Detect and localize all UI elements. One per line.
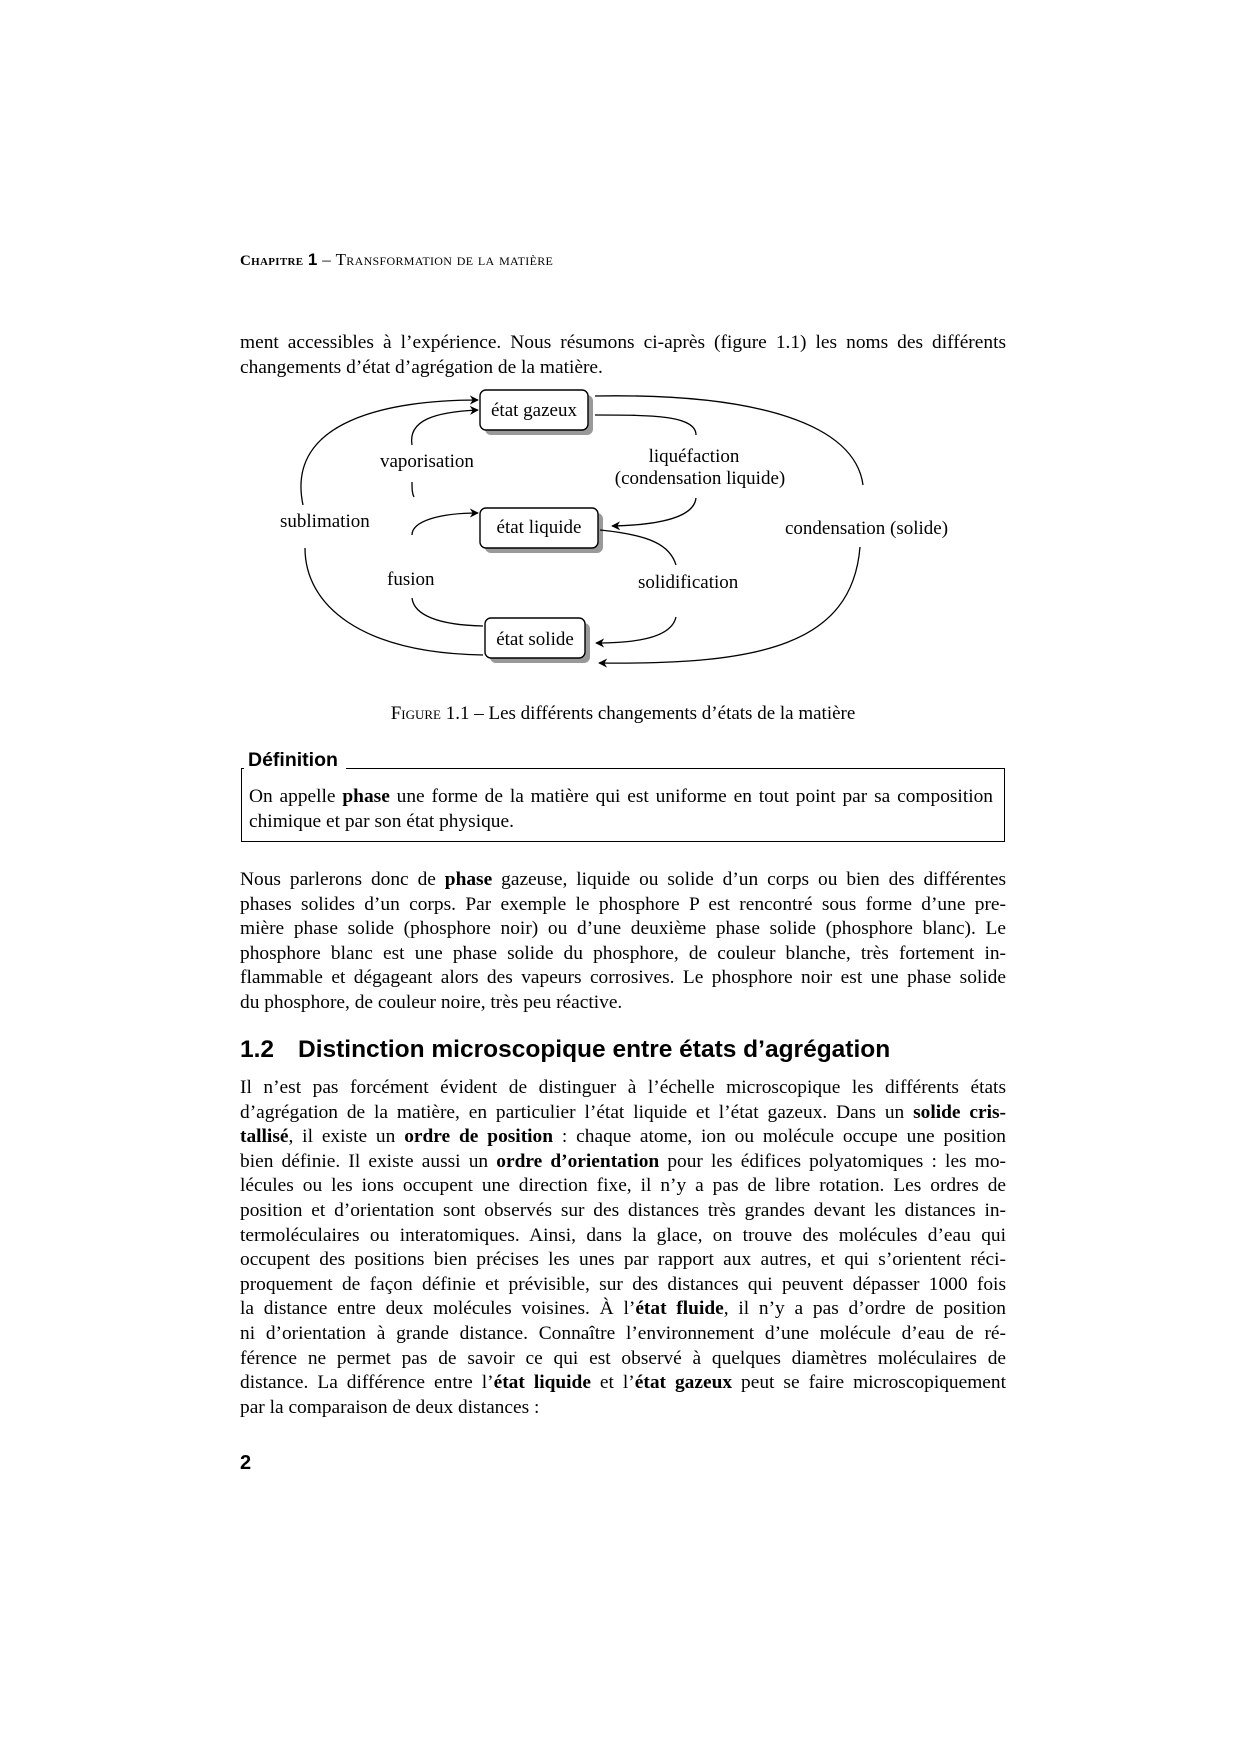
definition-title: Définition [244, 749, 346, 772]
paragraph-line: férence ne permet pas de savoir ce qui est observé à quelques diamètres moléculaires de [240, 1347, 1006, 1369]
liquefaction-arrow-top [595, 415, 696, 435]
state-solid-label: état solide [496, 629, 574, 650]
paragraph-line: proquement de façon définie et prévisible, sur des distances qui peuvent dépasser 1000 fois [240, 1273, 1006, 1295]
figure-caption [240, 703, 1006, 725]
section-number: 1.2 [240, 1036, 275, 1063]
label-solidification: solidification [638, 572, 739, 593]
chapter-title: Transformation de la matière [335, 250, 554, 269]
page-number: 2 [240, 1452, 252, 1474]
vaporisation-arrow [412, 410, 478, 445]
paragraph-line: flammable et dégageant alors des vapeurs corrosives. Le phosphore noir est une phase solide [240, 967, 1006, 989]
paragraph-line: Il n’est pas forcément évident de distinguer à l’échelle microscopique les différents états [240, 1077, 1006, 1098]
paragraph-line: position et d’orientation sont observés sur des distances très grandes devant les distances in- [240, 1199, 1006, 1221]
paragraph-line: d’agrégation de la matière, en particulier l’état liquide et l’état gazeux. Dans un solide cris- [240, 1101, 1007, 1123]
section-heading [240, 1036, 890, 1064]
solidification-arrow-top [600, 530, 676, 565]
section-title: Distinction microscopique entre états d’agrégation [298, 1036, 891, 1063]
paragraph-line: tallisé, il existe un ordre de position : chaque atome, ion ou molécule occupe une position [240, 1126, 1007, 1148]
paragraph-line: lécules ou les ions occupent une direction fixe, il n’y a pas de libre rotation. Les ordres de [240, 1175, 1006, 1197]
paragraph-line: du phosphore, de couleur noire, très peu réactive. [240, 991, 623, 1013]
vaporisation-arrow-tail [412, 482, 414, 497]
paragraph-line: la distance entre deux molécules voisines. À l’état fluide, il n’y a pas d’ordre de position [240, 1298, 1006, 1320]
sublimation-arrow-bottom [305, 548, 483, 655]
microscopic-paragraph [240, 1076, 1006, 1420]
state-change-diagram [240, 385, 1000, 685]
liquefaction-arrow-bottom [612, 498, 696, 526]
paragraph-line: par la comparaison de deux distances : [240, 1396, 540, 1418]
paragraph-line: Nous parlerons donc de phase gazeuse, liquide ou solide d’un corps ou bien des différentes [240, 869, 1006, 890]
paragraph-line: distance. La différence entre l’état liquide et l’état gazeux peut se faire microscopiquement [240, 1372, 1006, 1394]
header-separator: – [322, 250, 332, 269]
paragraph-line: phases solides d’un corps. Par exemple le phosphore P est rencontré sous forme d’une pre- [240, 893, 1006, 915]
definition-line: chimique et par son état physique. [249, 810, 514, 832]
intro-line: changements d’état d’agrégation de la matière. [240, 356, 603, 378]
phase-paragraph [240, 868, 1006, 1016]
definition-term: phase [342, 786, 390, 807]
label-fusion: fusion [387, 569, 435, 590]
label-vaporisation: vaporisation [380, 451, 474, 472]
paragraph-line: mière phase solide (phosphore noir) ou d’une deuxième phase solide (phosphore blanc). Le [240, 918, 1006, 940]
definition-line: On appelle phase une forme de la matière qui est uniforme en tout point par sa composition [249, 786, 993, 807]
intro-line: ment accessibles à l’expérience. Nous résumons ci-après (figure 1.1) les noms des différents [240, 332, 1006, 353]
label-liquefaction-note: (condensation liquide) [614, 468, 786, 489]
label-liquefaction: liquéfaction [648, 446, 740, 467]
state-box-solid [485, 618, 590, 663]
condensation-solid-arrow-bottom [599, 547, 860, 663]
paragraph-line: ni d’orientation à grande distance. Connaître l’environnement d’une molécule d’eau de ré- [240, 1322, 1006, 1344]
running-header [240, 250, 553, 270]
chapter-word: Chapitre [240, 253, 304, 269]
state-gas-label: état gazeux [491, 400, 577, 421]
figure-label: Figure 1.1 [390, 703, 470, 724]
label-sublimation: sublimation [280, 511, 370, 532]
intro-paragraph [240, 331, 1006, 380]
fusion-arrow-tail [412, 598, 483, 626]
label-condensation-solid: condensation (solide) [785, 518, 949, 539]
fusion-arrow [412, 513, 478, 535]
paragraph-line: occupent des positions bien précises les unes par rapport aux autres, et qui s’orientent réci- [240, 1249, 1006, 1271]
paragraph-line: phosphore blanc est une phase solide du phosphore, de couleur blanche, très fortement in- [240, 942, 1006, 964]
figure-caption-text: – Les différents changements d’états de la matière [474, 703, 856, 724]
paragraph-line: bien définie. Il existe aussi un ordre d’orientation pour les édifices polyatomiques : les mo- [240, 1150, 1006, 1172]
state-liquid-label: état liquide [496, 517, 582, 538]
state-box-liquid [480, 508, 603, 553]
paragraph-line: termoléculaires ou interatomiques. Ainsi, dans la glace, on trouve des molécules d’eau qui [240, 1224, 1006, 1246]
chapter-number: 1 [307, 250, 318, 269]
state-box-gas [480, 390, 593, 435]
solidification-arrow-bottom [596, 617, 676, 643]
definition-text [249, 785, 993, 834]
